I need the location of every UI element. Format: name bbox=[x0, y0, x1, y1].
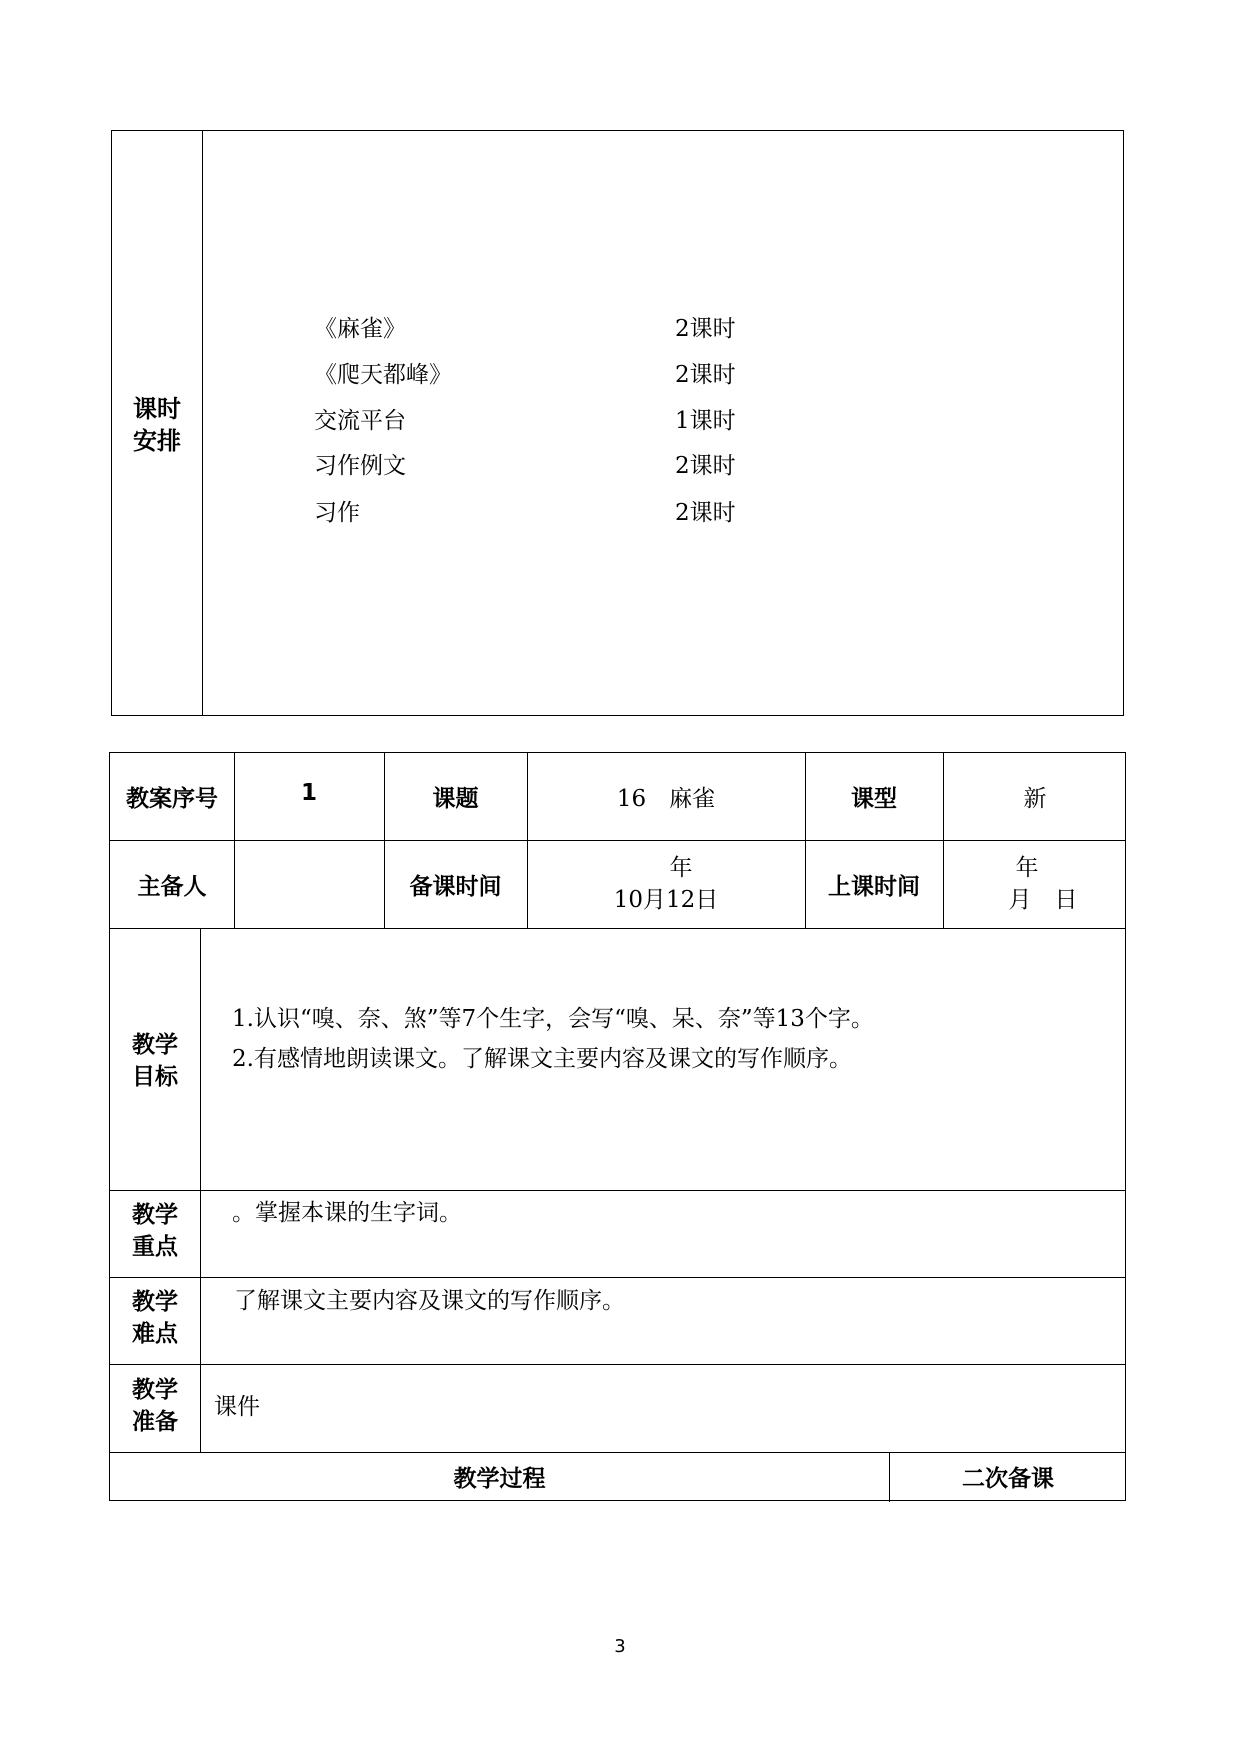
row-divider bbox=[110, 928, 1125, 929]
prep-time-value bbox=[527, 840, 805, 928]
schedule-item-title: 交流平台 bbox=[314, 408, 406, 434]
preparer-value bbox=[234, 840, 384, 928]
goal-item: 2.有感情地朗读课文。了解课文主要内容及课文的写作顺序。 bbox=[232, 1046, 852, 1072]
teaching-process-header: 教学过程 bbox=[453, 1465, 546, 1492]
prep-time-year: 年 bbox=[669, 855, 693, 881]
prep-time-label: 备课时间 bbox=[409, 873, 502, 900]
difficulties-text: 了解课文主要内容及课文的写作顺序。 bbox=[234, 1288, 625, 1314]
preparation-text: 课件 bbox=[214, 1394, 260, 1420]
goals-label: 教学 目标 bbox=[132, 1032, 178, 1090]
class-time-date: 月 日 bbox=[1008, 887, 1078, 913]
lesson-number-label: 教案序号 bbox=[126, 786, 218, 812]
schedule-item-title: 《麻雀》 bbox=[314, 316, 406, 342]
key-points-text: 。掌握本课的生字词。 bbox=[232, 1200, 462, 1226]
lesson-type-label: 课型 bbox=[851, 786, 897, 812]
class-time-label: 上课时间 bbox=[828, 873, 920, 900]
schedule-item-title: 《爬天都峰》 bbox=[314, 362, 452, 388]
column-divider bbox=[200, 928, 201, 1452]
row-divider bbox=[110, 1190, 1125, 1191]
key-points-label: 教学 重点 bbox=[132, 1202, 178, 1260]
schedule-label: 课时 安排 bbox=[133, 395, 181, 455]
goal-item: 1.认识“嗅、奈、煞”等7个生字，会写“嗅、呆、奈”等13个字。 bbox=[232, 1006, 874, 1032]
row-divider bbox=[110, 1364, 1125, 1365]
class-time-year: 年 bbox=[1015, 855, 1039, 881]
schedule-item-hours: 2课时 bbox=[675, 316, 736, 342]
topic-label: 课题 bbox=[432, 786, 479, 812]
second-preparation-header: 二次备课 bbox=[962, 1465, 1054, 1492]
schedule-item-hours: 2课时 bbox=[675, 453, 736, 479]
schedule-label-cell bbox=[112, 131, 203, 715]
preparer-label: 主备人 bbox=[137, 873, 207, 900]
page-number: 3 bbox=[614, 1636, 626, 1657]
schedule-item-title: 习作例文 bbox=[314, 453, 406, 479]
schedule-item-title: 习作 bbox=[314, 500, 360, 526]
lesson-type-value: 新 bbox=[1023, 786, 1047, 812]
class-time-value bbox=[943, 840, 1127, 928]
schedule-item-hours: 2课时 bbox=[675, 500, 736, 526]
goals-list bbox=[232, 999, 874, 1079]
preparation-label: 教学 准备 bbox=[132, 1377, 178, 1435]
lesson-number-value: 1 bbox=[300, 780, 317, 806]
topic-value: 16 麻雀 bbox=[616, 786, 716, 812]
prep-time-date: 10月12日 bbox=[613, 887, 719, 913]
schedule-item-hours: 1课时 bbox=[675, 408, 736, 434]
difficulties-label: 教学 难点 bbox=[132, 1289, 178, 1347]
schedule-table bbox=[111, 130, 1124, 716]
row-divider bbox=[110, 1277, 1125, 1278]
schedule-item-hours: 2课时 bbox=[675, 362, 736, 388]
lesson-plan-table bbox=[109, 752, 1126, 1501]
